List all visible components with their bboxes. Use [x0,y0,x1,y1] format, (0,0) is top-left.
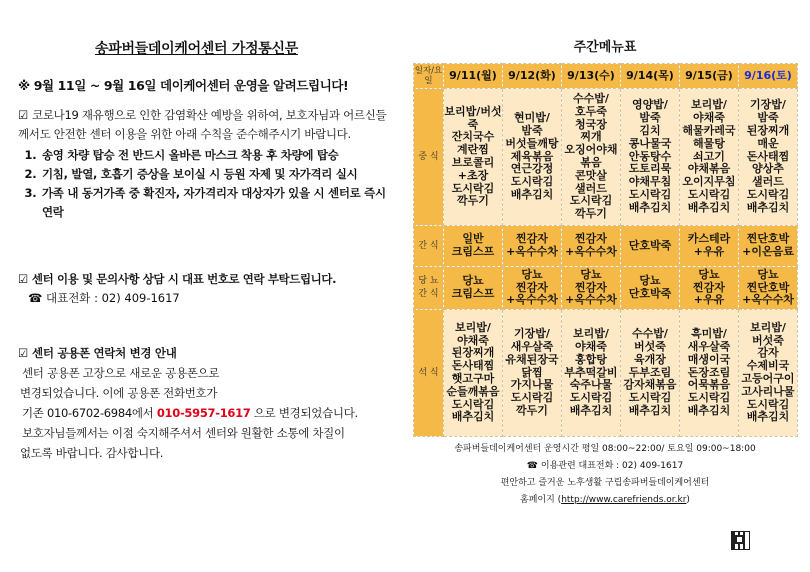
day-header: 9/11(월) [444,64,503,89]
body-line: 으로 변경되었습니다. [250,406,358,420]
menu-cell: 보리밥/ 야채죽 해물카레국 해물탕 쇠고기 야채볶음 오이지무침 도시락김 배추김치 [680,89,739,226]
menu-cell: 보리밥/버섯죽 잔치국수 계란찜 브로콜리+초장 도시락김 깍두기 [444,89,503,226]
day-header: 9/15(금) [680,64,739,89]
menu-title: 주간메뉴표 [573,40,637,55]
phone-change-section [18,343,398,463]
body-line: 센터 공용폰 고장으로 새로운 공용폰으로 [22,366,220,380]
qr-code-center [735,535,744,544]
phone-icon: ☎ [526,461,538,471]
menu-table [413,63,798,437]
homepage-end: ) [686,495,690,505]
menu-cell: 당뇨 단호박죽 [621,267,680,310]
menu-cell: 보리밥/ 야채죽 홍합탕 부추떡갈비 숙주나물 도시락김 배추김치 [562,310,621,437]
footer [413,441,797,509]
menu-cell: 당뇨 크림스프 [444,267,503,310]
menu-cell: 수수밥/ 호두죽 청국장 찌개 오징어야채 볶음 콘맛살 샐러드 도시락김 깍두기 [562,89,621,226]
footer-phone: 이용관련 대표전화 : 02) 409-1617 [540,461,684,471]
menu-cell: 영양밥/ 밤죽 김치 콩나물국 안동탕수 도토리묵 야채무침 도시락김 배추김치 [621,89,680,226]
menu-cell: 카스테라 +우유 [680,226,739,267]
operating-hours: 송파버들데이케어센터 운영시간 평일 08:00~22:00/ 토요일 09:00~18:00 [454,444,756,454]
homepage-label: 홈페이지 ( [520,495,562,505]
operation-notice: ※ 9월 11일 ~ 9월 16일 데이케어센터 운영을 알려드립니다! [18,78,349,93]
row-label: 중 식 [414,89,444,226]
menu-cell: 당뇨 찐감자 +옥수수차 [503,267,562,310]
day-header: 9/13(수) [562,64,621,89]
day-header: 9/12(화) [503,64,562,89]
contact-text: 센터 이용 및 문의사항 상담 시 대표 번호로 연락 부탁드립니다. [31,272,337,286]
menu-cell: 찐단호박 +이온음료 [739,226,798,267]
menu-cell: 보리밥/ 버섯죽 감자 수제비국 고등어구이 고사리나물 도시락김 배추김치 [739,310,798,437]
covid-section [18,106,390,222]
menu-cell: 당뇨 찐감자 +우유 [680,267,739,310]
row-label: 석 식 [414,310,444,437]
menu-cell: 당뇨 찐단호박 +옥수수차 [739,267,798,310]
rules-list [18,146,390,222]
row-label: 당 뇨 간 식 [414,267,444,310]
newsletter-panel [0,0,400,572]
menu-cell: 수수밥/ 버섯죽 육개장 두부조림 감자채볶음 도시락김 배추김치 [621,310,680,437]
menu-cell: 현미밥/ 밤죽 버섯들깨탕 제육볶음 연근강정 도시락김 배추김치 [503,89,562,226]
menu-cell: 찐감자 +옥수수차 [503,226,562,267]
old-number: 기존 010-6702-6984에서 [22,406,157,420]
homepage-link[interactable]: http://www.carefriends.or.kr [561,495,687,505]
slogan: 편안하고 즐거운 노후생활 구립송파버들데이케어센터 [500,478,710,488]
rule-item: 1. 송영 차량 탑승 전 반드시 올바른 마스크 착용 후 차량에 탑승 [40,146,390,165]
body-line: 보호자님들께서는 이점 숙지해주셔서 센터와 원활한 소통에 차질이 [22,426,345,440]
row-label: 간 식 [414,226,444,267]
covid-intro: 코로나19 재유행으로 인한 감염확산 예방을 위하여, 보호자님과 어르신들께서도 안전한 센터 이용을 위한 아래 수칙을 준수해주시기 바랍니다. [18,108,387,141]
day-header: 9/14(목) [621,64,680,89]
body-line: 없도록 바랍니다. 감사합니다. [20,446,164,460]
new-number: 010-5957-1617 [156,406,251,420]
menu-cell: 단호박죽 [621,226,680,267]
checkbox-icon: ☑ [18,108,29,122]
newsletter-title: 송파버들데이케어센터 가정통신문 [95,41,298,57]
day-header-saturday: 9/16(토) [739,64,798,89]
phone-icon: ☎ [28,291,43,305]
menu-cell: 일반 크림스프 [444,226,503,267]
menu-cell: 당뇨 찐감자 +옥수수차 [562,267,621,310]
corner-label: 일자/요일 [414,64,444,89]
menu-cell: 보리밥/ 야채죽 된장찌개 돈사태찜 햇고구마 순들깨볶음 도시락김 배추김치 [444,310,503,437]
menu-cell: 흑미밥/ 새우살죽 매생이국 돈장조림 어묵볶음 도시락김 배추김치 [680,310,739,437]
main-phone: 대표전화 : 02) 409-1617 [45,291,180,305]
menu-cell: 기장밥/ 새우살죽 유채된장국 닭찜 가지나물 도시락김 깍두기 [503,310,562,437]
rule-item: 2. 기침, 발열, 호흡기 증상을 보이실 시 등원 자제 및 자가격리 실시 [40,165,390,184]
weekly-menu-panel [413,36,797,509]
menu-cell: 기장밥/ 밤죽 된장찌개 매운 돈사태찜 양상추 샐러드 도시락김 배추김치 [739,89,798,226]
rule-item: 3. 가족 내 동거가족 중 확진자, 자가격리자 대상자가 있을 시 센터로 즉시 연락 [40,184,390,222]
phone-change-body [18,363,398,463]
phone-change-heading: 센터 공용폰 연락처 변경 안내 [32,346,177,360]
checkbox-icon: ☑ [18,346,29,360]
body-line: 변경되었습니다. 이에 공용폰 전화번호가 [20,386,218,400]
menu-cell: 찐감자 +옥수수차 [562,226,621,267]
contact-section [18,270,390,308]
checkbox-icon: ☑ [18,272,28,286]
